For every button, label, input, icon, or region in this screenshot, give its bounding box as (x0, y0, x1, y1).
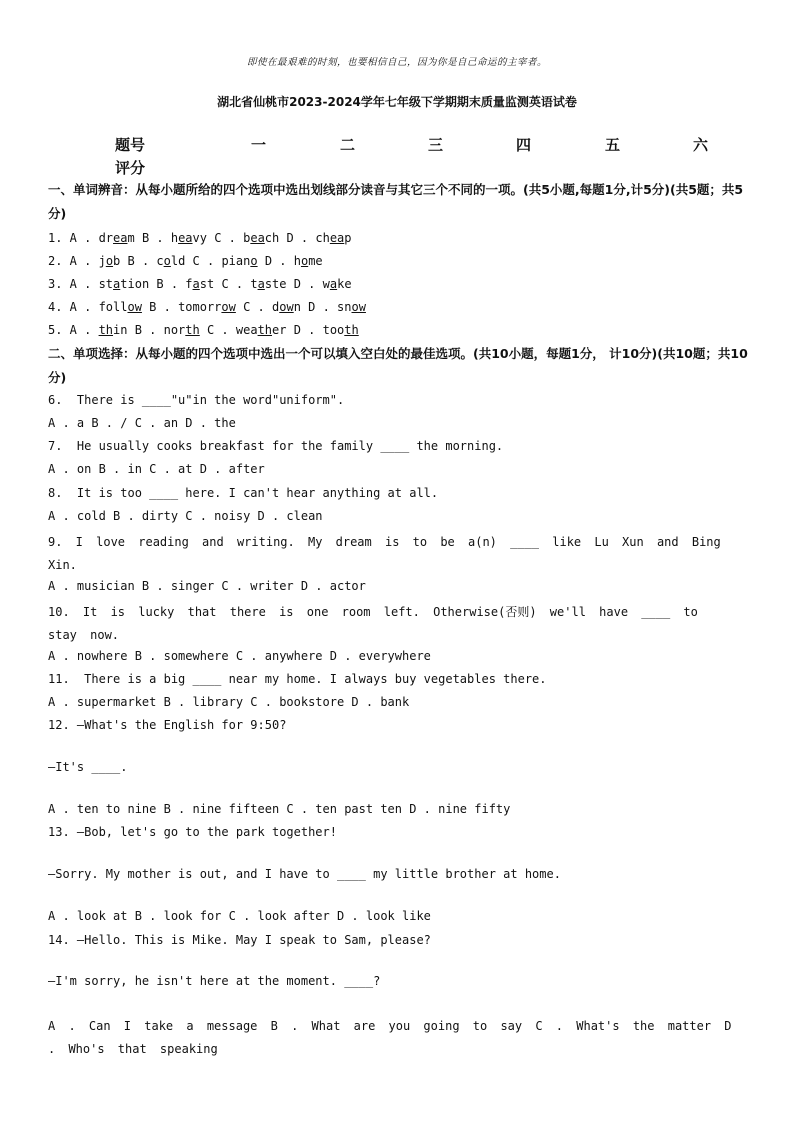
score-column: 三 (428, 136, 444, 154)
underlined-sound: a (113, 277, 121, 291)
score-row-label: 题号 (115, 136, 146, 154)
underlined-sound: o (250, 254, 258, 268)
question-line: 11. There is a big ____ near my home. I always buy vegetables there. (48, 672, 547, 686)
answer-options: A . a B . / C . an D . the (48, 416, 236, 430)
question-line: 10. It is lucky that there is one room left. Otherwise(否则) we'll have ____ to stay now. (48, 605, 698, 642)
underlined-sound: o (163, 254, 171, 268)
question-line: 8. It is too ____ here. I can't hear anything at all. (48, 486, 439, 500)
underlined-sound: ow (279, 300, 294, 314)
answer-options: A . nowhere B . somewhere C . anywhere D . everywhere (48, 649, 431, 663)
underlined-sound: o (105, 254, 114, 268)
answer-options: A . Can I take a message B . What are you going to say C . What's the matter D . Who's that speaking (48, 1019, 732, 1056)
underlined-sound: ow (221, 300, 236, 314)
answer-options: A . musician B . singer C . writer D . actor (48, 579, 366, 593)
underlined-sound: ea (113, 231, 128, 245)
answer-options: A . supermarket B . library C . bookstore D . bank (48, 695, 410, 709)
score-value-row (0, 157, 794, 177)
question-line: 4. A . follow B . tomorrow C . down D . snow (48, 300, 366, 314)
underlined-sound: ow (127, 300, 142, 314)
question-line: —Sorry. My mother is out, and I have to ____ my little brother at home. (48, 867, 561, 881)
score-column: 六 (693, 136, 709, 154)
underlined-sound: ea (329, 231, 345, 245)
section-2-heading: 二、单项选择：从每小题的四个选项中选出一个可以填入空白处的最佳选项。(共10小题，每题1分， 计10分)(共10题；共10分) (48, 346, 748, 385)
question-line: 2. A . job B . cold C . piano D . home (48, 254, 323, 268)
question-line: 7. He usually cooks breakfast for the family ____ the morning. (48, 439, 504, 453)
score-row-label: 评分 (115, 159, 146, 177)
question-line: 13. —Bob, let's go to the park together! (48, 825, 337, 839)
answer-options: A . cold B . dirty C . noisy D . clean (48, 509, 323, 523)
score-column: 一 (251, 136, 267, 154)
score-column: 二 (340, 136, 356, 154)
answer-options: A . look at B . look for C . look after D . look like (48, 909, 431, 923)
underlined-sound: th (98, 323, 114, 337)
answer-options: A . on B . in C . at D . after (48, 462, 265, 476)
score-header-row (0, 134, 794, 154)
underlined-sound: ea (178, 231, 193, 245)
score-column: 五 (605, 136, 621, 154)
question-line: 6. There is ____"u"in the word"uniform". (48, 393, 345, 407)
question-line: 3. A . station B . fast C . taste D . wake (48, 277, 352, 291)
underlined-sound: a (257, 277, 265, 291)
question-line: 14. —Hello. This is Mike. May I speak to Sam, please? (48, 933, 431, 947)
question-line: —It's ____. (48, 760, 128, 774)
section-1-heading: 一、单词辨音：从每小题所给的四个选项中选出划线部分读音与其它三个不同的一项。(共5小题,每题1分,计5分)(共5题；共5分) (48, 182, 744, 221)
underlined-sound: th (185, 323, 200, 337)
motto: 即使在最艰难的时刻，也要相信自己，因为你是自己命运的主宰者。 (246, 57, 547, 68)
score-column: 四 (516, 136, 532, 154)
page-title: 湖北省仙桃市2023-2024学年七年级下学期期末质量监测英语试卷 (217, 95, 577, 109)
underlined-sound: th (257, 323, 273, 337)
underlined-sound: ow (351, 300, 366, 314)
question-line: 5. A . thin B . north C . weather D . tooth (48, 323, 359, 337)
question-line: —I'm sorry, he isn't here at the moment. ____? (48, 974, 381, 988)
underlined-sound: o (300, 254, 309, 268)
underlined-sound: ea (250, 231, 265, 245)
answer-options: A . ten to nine B . nine fifteen C . ten past ten D . nine fifty (48, 802, 511, 816)
question-line: 12. —What's the English for 9:50? (48, 718, 287, 732)
question-line: 9. I love reading and writing. My dream is to be a(n) ____ like Lu Xun and Bing Xin. (48, 535, 721, 572)
underlined-sound: th (344, 323, 359, 337)
question-line: 1. A . dream B . heavy C . beach D . cheap (48, 231, 352, 245)
underlined-sound: a (192, 277, 200, 291)
underlined-sound: a (329, 277, 338, 291)
